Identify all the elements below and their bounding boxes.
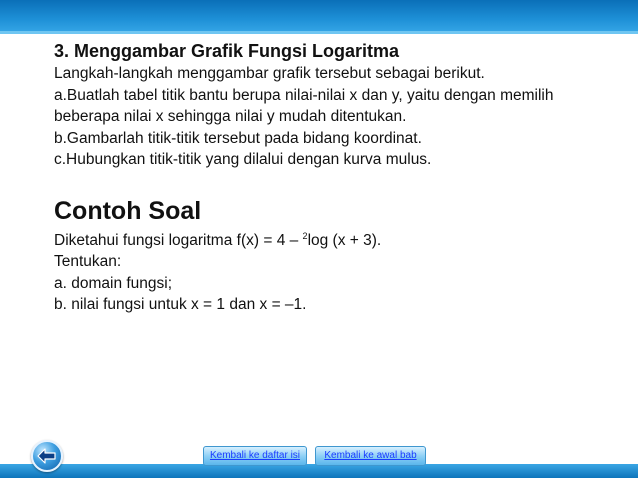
example-item-b: b. nilai fungsi untuk x = 1 dan x = –1. [54,296,307,313]
log-base: 2 [302,230,308,241]
top-banner [0,0,638,34]
example-problem [54,226,624,252]
back-arrow-icon [37,448,57,464]
bottom-banner [0,464,638,478]
slide-content [54,40,624,316]
step-c-text: c.Hubungkan titik-titik yang dilalui dengan kurva mulus. [54,151,432,168]
step-a-line-2: beberapa nilai x sehingga nilai y mudah ditentukan. [54,108,407,125]
example-title: Contoh Soal [54,196,202,225]
problem-prefix: Diketahui fungsi logaritma f(x) = 4 – [54,231,303,249]
intro-text: Langkah-langkah menggambar grafik tersebut sebagai berikut. [54,65,485,82]
problem-suffix: log (x + 3). [307,231,382,249]
step-b-text: b.Gambarlah titik-titik tersebut pada bidang koordinat. [54,129,422,147]
section-heading: 3. Menggambar Grafik Fungsi Logaritma [54,41,400,61]
step-a-line-1: a.Buatlah tabel titik bantu berupa nilai-nilai x dan y, yaitu dengan memilih [54,86,554,104]
back-button[interactable] [31,440,63,472]
example-item-a: a. domain fungsi; [54,274,173,292]
back-to-chapter-start-button[interactable]: Kembali ke awal bab [315,446,426,466]
back-to-contents-button[interactable]: Kembali ke daftar isi [203,446,307,466]
example-ask: Tentukan: [54,253,122,270]
